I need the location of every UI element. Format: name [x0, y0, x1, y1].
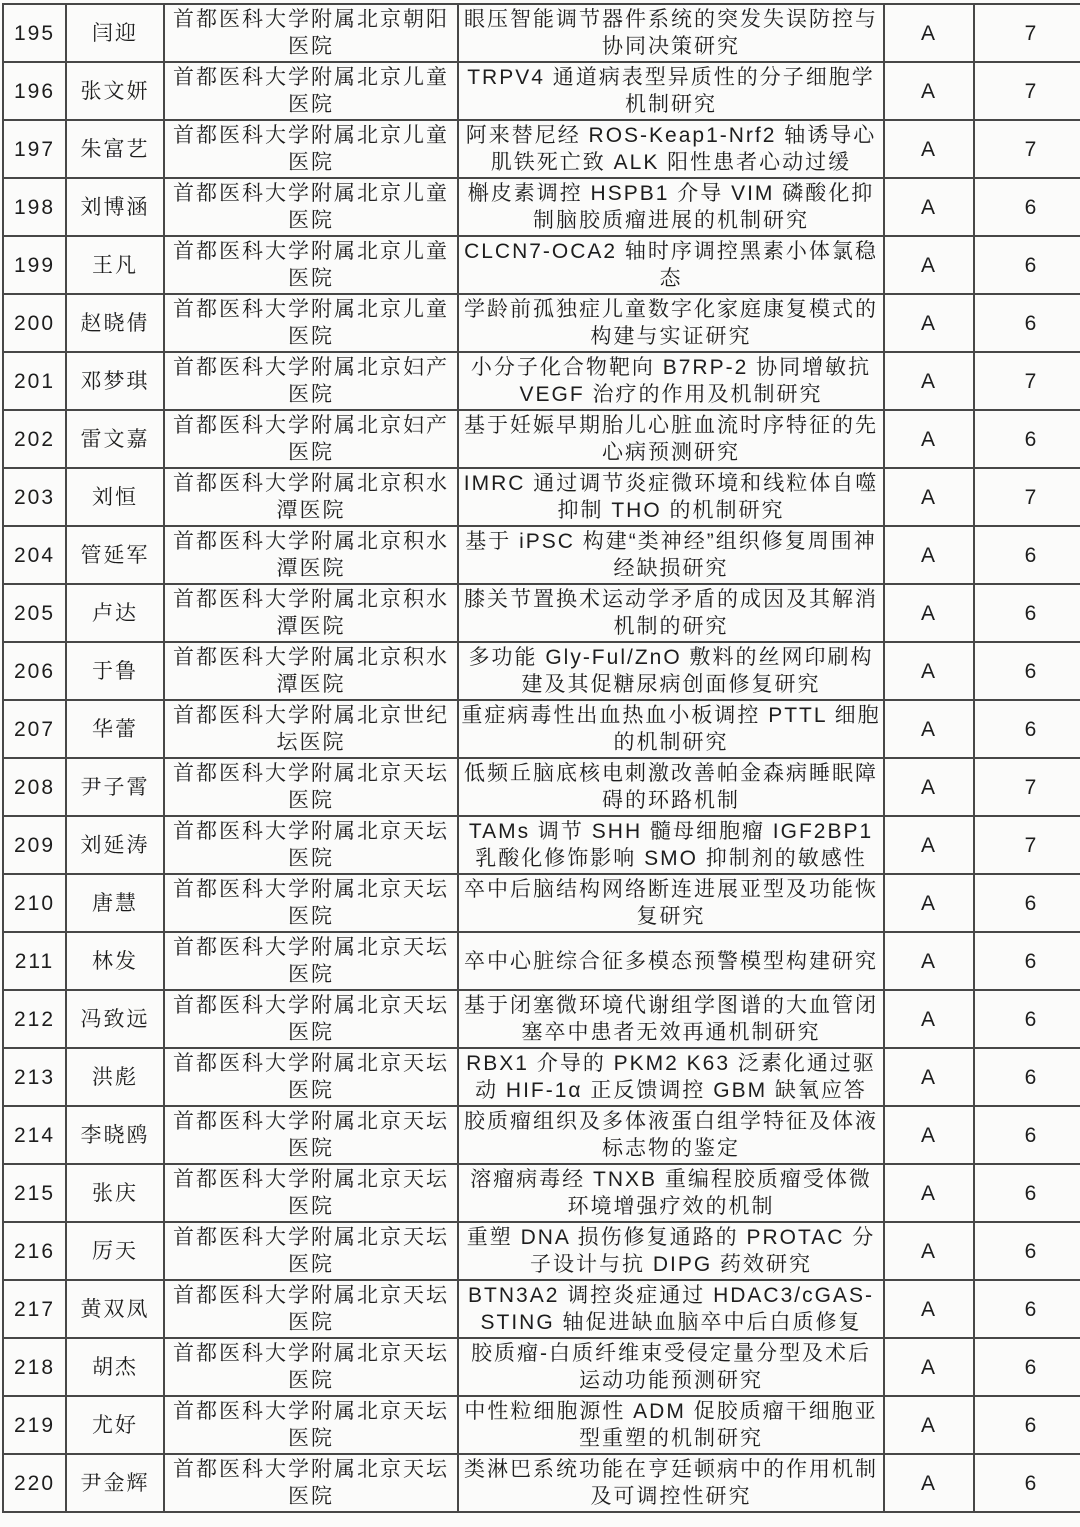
hospital-cell: 首都医科大学附属北京天坛医院 — [164, 1280, 458, 1338]
hospital-cell: 首都医科大学附属北京儿童医院 — [164, 294, 458, 352]
row-number-cell: 206 — [3, 642, 66, 700]
table-row — [3, 4, 1080, 62]
table-row — [3, 410, 1080, 468]
person-name-cell: 雷文嘉 — [66, 410, 164, 468]
score-cell: 6 — [974, 236, 1080, 294]
hospital-cell: 首都医科大学附属北京积水潭医院 — [164, 468, 458, 526]
hospital-cell: 首都医科大学附属北京天坛医院 — [164, 1222, 458, 1280]
person-name-cell: 胡杰 — [66, 1338, 164, 1396]
grade-cell: A — [884, 1164, 974, 1222]
table-row — [3, 584, 1080, 642]
project-title-cell: 基于 iPSC 构建“类神经”组织修复周围神经缺损研究 — [458, 526, 884, 584]
score-cell: 6 — [974, 874, 1080, 932]
row-number-cell: 204 — [3, 526, 66, 584]
person-name-cell: 于鲁 — [66, 642, 164, 700]
table-row — [3, 816, 1080, 874]
score-cell: 6 — [974, 1222, 1080, 1280]
project-title-cell: 阿来替尼经 ROS-Keap1-Nrf2 轴诱导心肌铁死亡致 ALK 阳性患者心动过缓 — [458, 120, 884, 178]
table-row — [3, 62, 1080, 120]
grade-cell: A — [884, 700, 974, 758]
row-number-cell: 195 — [3, 4, 66, 62]
person-name-cell: 刘博涵 — [66, 178, 164, 236]
hospital-cell: 首都医科大学附属北京天坛医院 — [164, 1106, 458, 1164]
grade-cell: A — [884, 932, 974, 990]
project-award-table — [2, 3, 1080, 1513]
grade-cell: A — [884, 1280, 974, 1338]
grade-cell: A — [884, 1338, 974, 1396]
table-row — [3, 178, 1080, 236]
score-cell: 6 — [974, 1338, 1080, 1396]
person-name-cell: 尤好 — [66, 1396, 164, 1454]
table-row — [3, 1454, 1080, 1512]
hospital-cell: 首都医科大学附属北京天坛医院 — [164, 932, 458, 990]
grade-cell: A — [884, 1454, 974, 1512]
project-title-cell: CLCN7-OCA2 轴时序调控黑素小体氯稳态 — [458, 236, 884, 294]
project-title-cell: 溶瘤病毒经 TNXB 重编程胶质瘤受体微环境增强疗效的机制 — [458, 1164, 884, 1222]
score-cell: 6 — [974, 526, 1080, 584]
row-number-cell: 202 — [3, 410, 66, 468]
project-title-cell: 膝关节置换术运动学矛盾的成因及其解消机制的研究 — [458, 584, 884, 642]
person-name-cell: 赵晓倩 — [66, 294, 164, 352]
score-cell: 6 — [974, 642, 1080, 700]
score-cell: 6 — [974, 410, 1080, 468]
score-cell: 6 — [974, 932, 1080, 990]
row-number-cell: 208 — [3, 758, 66, 816]
row-number-cell: 211 — [3, 932, 66, 990]
score-cell: 6 — [974, 700, 1080, 758]
person-name-cell: 华蕾 — [66, 700, 164, 758]
row-number-cell: 219 — [3, 1396, 66, 1454]
table-row — [3, 874, 1080, 932]
row-number-cell: 198 — [3, 178, 66, 236]
hospital-cell: 首都医科大学附属北京天坛医院 — [164, 1048, 458, 1106]
person-name-cell: 管延军 — [66, 526, 164, 584]
grade-cell: A — [884, 526, 974, 584]
row-number-cell: 205 — [3, 584, 66, 642]
score-cell: 7 — [974, 468, 1080, 526]
person-name-cell: 闫迎 — [66, 4, 164, 62]
score-cell: 6 — [974, 990, 1080, 1048]
score-cell: 6 — [974, 178, 1080, 236]
grade-cell: A — [884, 874, 974, 932]
project-title-cell: IMRC 通过调节炎症微环境和线粒体自噬抑制 THO 的机制研究 — [458, 468, 884, 526]
table-row — [3, 236, 1080, 294]
score-cell: 7 — [974, 120, 1080, 178]
score-cell: 6 — [974, 1396, 1080, 1454]
person-name-cell: 张庆 — [66, 1164, 164, 1222]
score-cell: 6 — [974, 1454, 1080, 1512]
row-number-cell: 209 — [3, 816, 66, 874]
row-number-cell: 203 — [3, 468, 66, 526]
hospital-cell: 首都医科大学附属北京天坛医院 — [164, 1338, 458, 1396]
project-title-cell: 槲皮素调控 HSPB1 介导 VIM 磷酸化抑制脑胶质瘤进展的机制研究 — [458, 178, 884, 236]
project-title-cell: 卒中心脏综合征多模态预警模型构建研究 — [458, 932, 884, 990]
hospital-cell: 首都医科大学附属北京儿童医院 — [164, 62, 458, 120]
score-cell: 7 — [974, 352, 1080, 410]
project-title-cell: RBX1 介导的 PKM2 K63 泛素化通过驱动 HIF-1α 正反馈调控 GBM 缺氧应答 — [458, 1048, 884, 1106]
grade-cell: A — [884, 178, 974, 236]
project-title-cell: 眼压智能调节器件系统的突发失误防控与协同决策研究 — [458, 4, 884, 62]
score-cell: 7 — [974, 816, 1080, 874]
person-name-cell: 卢达 — [66, 584, 164, 642]
table-row — [3, 294, 1080, 352]
person-name-cell: 黄双凤 — [66, 1280, 164, 1338]
grade-cell: A — [884, 62, 974, 120]
person-name-cell: 刘恒 — [66, 468, 164, 526]
person-name-cell: 尹金辉 — [66, 1454, 164, 1512]
person-name-cell: 王凡 — [66, 236, 164, 294]
person-name-cell: 冯致远 — [66, 990, 164, 1048]
hospital-cell: 首都医科大学附属北京积水潭医院 — [164, 642, 458, 700]
grade-cell: A — [884, 642, 974, 700]
grade-cell: A — [884, 1106, 974, 1164]
table-row — [3, 700, 1080, 758]
project-title-cell: 低频丘脑底核电刺激改善帕金森病睡眠障碍的环路机制 — [458, 758, 884, 816]
hospital-cell: 首都医科大学附属北京妇产医院 — [164, 352, 458, 410]
row-number-cell: 200 — [3, 294, 66, 352]
table-body — [3, 4, 1080, 1512]
project-title-cell: TRPV4 通道病表型异质性的分子细胞学机制研究 — [458, 62, 884, 120]
person-name-cell: 洪彪 — [66, 1048, 164, 1106]
table-row — [3, 1396, 1080, 1454]
table-row — [3, 1164, 1080, 1222]
project-title-cell: 类淋巴系统功能在亨廷顿病中的作用机制及可调控性研究 — [458, 1454, 884, 1512]
score-cell: 6 — [974, 1164, 1080, 1222]
row-number-cell: 214 — [3, 1106, 66, 1164]
grade-cell: A — [884, 236, 974, 294]
person-name-cell: 邓梦琪 — [66, 352, 164, 410]
table-row — [3, 120, 1080, 178]
score-cell: 6 — [974, 584, 1080, 642]
person-name-cell: 张文妍 — [66, 62, 164, 120]
row-number-cell: 215 — [3, 1164, 66, 1222]
table-row — [3, 1106, 1080, 1164]
table-row — [3, 1338, 1080, 1396]
score-cell: 7 — [974, 758, 1080, 816]
project-title-cell: TAMs 调节 SHH 髓母细胞瘤 IGF2BP1 乳酸化修饰影响 SMO 抑制剂的敏感性 — [458, 816, 884, 874]
project-title-cell: 多功能 Gly-Ful/ZnO 敷料的丝网印刷构建及其促糖尿病创面修复研究 — [458, 642, 884, 700]
hospital-cell: 首都医科大学附属北京天坛医院 — [164, 874, 458, 932]
hospital-cell: 首都医科大学附属北京儿童医院 — [164, 120, 458, 178]
project-title-cell: 学龄前孤独症儿童数字化家庭康复模式的构建与实证研究 — [458, 294, 884, 352]
table-row — [3, 990, 1080, 1048]
person-name-cell: 唐慧 — [66, 874, 164, 932]
grade-cell: A — [884, 1222, 974, 1280]
table-row — [3, 526, 1080, 584]
person-name-cell: 林发 — [66, 932, 164, 990]
row-number-cell: 207 — [3, 700, 66, 758]
grade-cell: A — [884, 758, 974, 816]
project-title-cell: BTN3A2 调控炎症通过 HDAC3/cGAS-STING 轴促进缺血脑卒中后白质修复 — [458, 1280, 884, 1338]
hospital-cell: 首都医科大学附属北京天坛医院 — [164, 1454, 458, 1512]
hospital-cell: 首都医科大学附属北京儿童医院 — [164, 236, 458, 294]
grade-cell: A — [884, 990, 974, 1048]
table-row — [3, 1280, 1080, 1338]
row-number-cell: 220 — [3, 1454, 66, 1512]
hospital-cell: 首都医科大学附属北京天坛医院 — [164, 816, 458, 874]
grade-cell: A — [884, 120, 974, 178]
row-number-cell: 216 — [3, 1222, 66, 1280]
hospital-cell: 首都医科大学附属北京天坛医院 — [164, 1164, 458, 1222]
row-number-cell: 196 — [3, 62, 66, 120]
score-cell: 6 — [974, 1106, 1080, 1164]
hospital-cell: 首都医科大学附属北京天坛医院 — [164, 1396, 458, 1454]
table-row — [3, 1048, 1080, 1106]
table-row — [3, 1222, 1080, 1280]
person-name-cell: 厉天 — [66, 1222, 164, 1280]
table-row — [3, 468, 1080, 526]
project-title-cell: 小分子化合物靶向 B7RP-2 协同增敏抗 VEGF 治疗的作用及机制研究 — [458, 352, 884, 410]
hospital-cell: 首都医科大学附属北京天坛医院 — [164, 758, 458, 816]
project-title-cell: 中性粒细胞源性 ADM 促胶质瘤干细胞亚型重塑的机制研究 — [458, 1396, 884, 1454]
grade-cell: A — [884, 294, 974, 352]
score-cell: 7 — [974, 62, 1080, 120]
project-title-cell: 基于妊娠早期胎儿心脏血流时序特征的先心病预测研究 — [458, 410, 884, 468]
row-number-cell: 213 — [3, 1048, 66, 1106]
grade-cell: A — [884, 816, 974, 874]
project-title-cell: 基于闭塞微环境代谢组学图谱的大血管闭塞卒中患者无效再通机制研究 — [458, 990, 884, 1048]
row-number-cell: 210 — [3, 874, 66, 932]
grade-cell: A — [884, 352, 974, 410]
person-name-cell: 朱富艺 — [66, 120, 164, 178]
score-cell: 6 — [974, 1048, 1080, 1106]
person-name-cell: 尹子霄 — [66, 758, 164, 816]
grade-cell: A — [884, 1396, 974, 1454]
hospital-cell: 首都医科大学附属北京积水潭医院 — [164, 584, 458, 642]
hospital-cell: 首都医科大学附属北京朝阳医院 — [164, 4, 458, 62]
table-row — [3, 932, 1080, 990]
score-cell: 6 — [974, 294, 1080, 352]
hospital-cell: 首都医科大学附属北京天坛医院 — [164, 990, 458, 1048]
row-number-cell: 217 — [3, 1280, 66, 1338]
hospital-cell: 首都医科大学附属北京积水潭医院 — [164, 526, 458, 584]
row-number-cell: 212 — [3, 990, 66, 1048]
project-title-cell: 卒中后脑结构网络断连进展亚型及功能恢复研究 — [458, 874, 884, 932]
score-cell: 6 — [974, 1280, 1080, 1338]
project-title-cell: 胶质瘤-白质纤维束受侵定量分型及术后运动功能预测研究 — [458, 1338, 884, 1396]
row-number-cell: 199 — [3, 236, 66, 294]
grade-cell: A — [884, 468, 974, 526]
grade-cell: A — [884, 4, 974, 62]
row-number-cell: 201 — [3, 352, 66, 410]
project-title-cell: 胶质瘤组织及多体液蛋白组学特征及体液标志物的鉴定 — [458, 1106, 884, 1164]
table-row — [3, 352, 1080, 410]
row-number-cell: 218 — [3, 1338, 66, 1396]
hospital-cell: 首都医科大学附属北京世纪坛医院 — [164, 700, 458, 758]
grade-cell: A — [884, 1048, 974, 1106]
table-row — [3, 642, 1080, 700]
score-cell: 7 — [974, 4, 1080, 62]
hospital-cell: 首都医科大学附属北京妇产医院 — [164, 410, 458, 468]
hospital-cell: 首都医科大学附属北京儿童医院 — [164, 178, 458, 236]
person-name-cell: 刘延涛 — [66, 816, 164, 874]
person-name-cell: 李晓鸥 — [66, 1106, 164, 1164]
row-number-cell: 197 — [3, 120, 66, 178]
project-title-cell: 重塑 DNA 损伤修复通路的 PROTAC 分子设计与抗 DIPG 药效研究 — [458, 1222, 884, 1280]
grade-cell: A — [884, 410, 974, 468]
table-row — [3, 758, 1080, 816]
project-title-cell: 重症病毒性出血热血小板调控 PTTL 细胞的机制研究 — [458, 700, 884, 758]
grade-cell: A — [884, 584, 974, 642]
